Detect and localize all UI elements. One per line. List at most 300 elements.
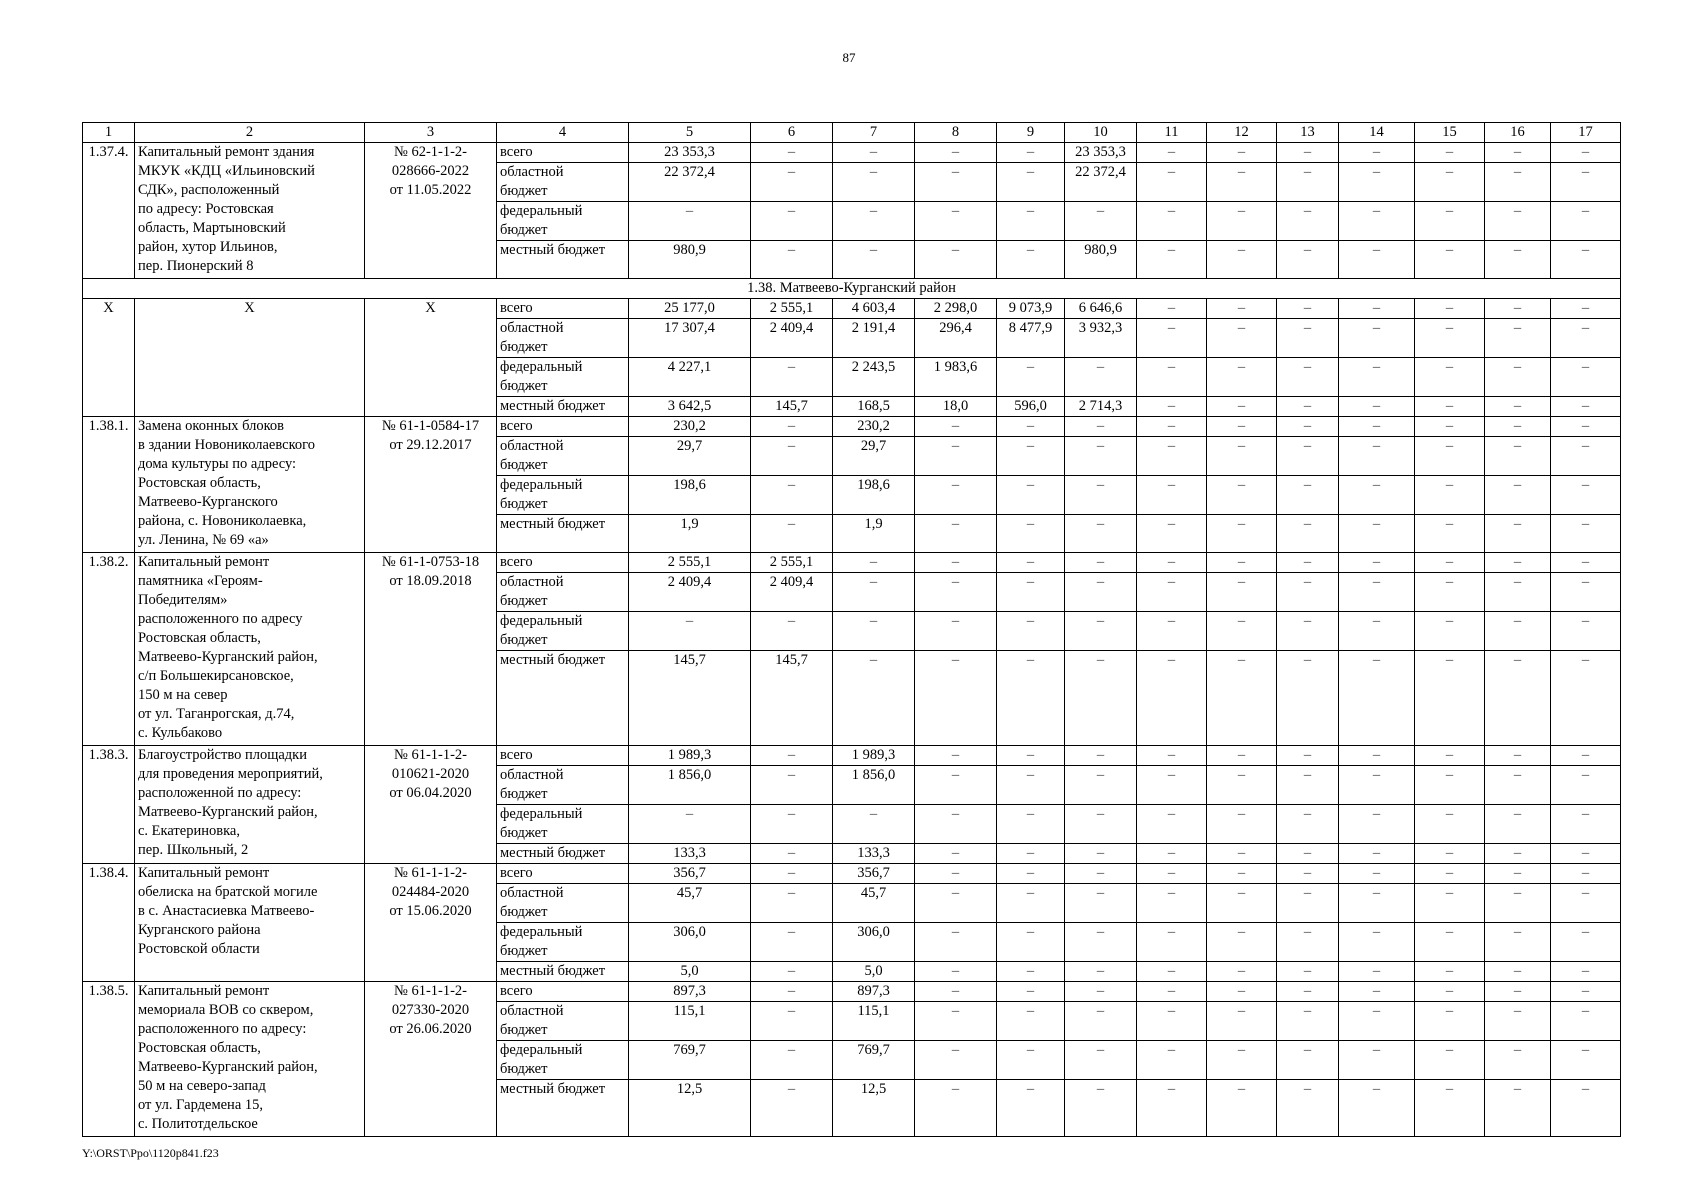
document-reference [365,143,497,279]
value-cell: – [1277,319,1339,358]
value-cell: – [1339,962,1415,982]
value-cell: – [1137,319,1207,358]
value-cell: – [751,805,833,844]
table-body [83,143,1621,1137]
value-cell: – [833,143,915,163]
funding-source-line: федеральный [500,806,583,822]
table-row [83,746,1621,766]
value-cell: 306,0 [833,923,915,962]
value-cell: 230,2 [629,417,751,437]
value-cell: – [915,746,997,766]
funding-source-line: бюджет [500,183,548,199]
value-cell: – [629,805,751,844]
value-cell: – [1485,766,1551,805]
value-cell: – [1415,319,1485,358]
item-number: 1.38.1. [83,417,135,553]
value-cell: – [1415,553,1485,573]
funding-source [497,202,629,241]
value-cell: – [997,1080,1065,1137]
column-number-15: 15 [1415,123,1485,143]
value-cell: – [1137,923,1207,962]
funding-source-line: областной [500,320,564,336]
value-cell: 3 642,5 [629,397,751,417]
value-cell: – [1485,1080,1551,1137]
value-cell: 2 243,5 [833,358,915,397]
value-cell: – [751,476,833,515]
value-cell: – [1415,651,1485,746]
value-cell: – [1065,884,1137,923]
object-name-line: с/п Большекирсановское, [138,668,294,684]
value-cell: – [1277,202,1339,241]
value-cell: 980,9 [629,241,751,279]
object-name-line: Капитальный ремонт здания [138,144,315,160]
funding-source-line: областной [500,1003,564,1019]
value-cell: – [1339,515,1415,553]
value-cell: 1 989,3 [629,746,751,766]
object-name-line: Ростовской области [138,941,260,957]
value-cell: – [833,553,915,573]
value-cell: – [1207,515,1277,553]
value-cell: – [915,766,997,805]
value-cell: – [915,202,997,241]
value-cell: – [915,1002,997,1041]
value-cell: – [1277,746,1339,766]
funding-source [497,241,629,279]
value-cell: – [997,612,1065,651]
value-cell: – [751,982,833,1002]
funding-source [497,1041,629,1080]
value-cell: – [1207,397,1277,417]
value-cell: – [997,766,1065,805]
value-cell: 2 191,4 [833,319,915,358]
table-row [83,982,1621,1002]
value-cell: 12,5 [629,1080,751,1137]
funding-source [497,417,629,437]
value-cell: – [1485,844,1551,864]
value-cell: – [1277,612,1339,651]
funding-source-line: местный бюджет [500,1081,606,1097]
value-cell: – [1207,163,1277,202]
document-reference-line: № 61-1-1-2- [393,983,468,999]
object-name-line: расположенной по адресу: [138,785,302,801]
value-cell: – [1339,476,1415,515]
value-cell: – [1485,884,1551,923]
value-cell: – [1339,319,1415,358]
object-name-line: Капитальный ремонт [138,983,270,999]
value-cell: – [1485,417,1551,437]
value-cell: – [1415,358,1485,397]
value-cell: 25 177,0 [629,299,751,319]
value-cell: – [1207,143,1277,163]
value-cell: – [751,864,833,884]
column-number-9: 9 [997,123,1065,143]
value-cell: – [915,241,997,279]
value-cell: – [1415,397,1485,417]
value-cell: – [1551,962,1621,982]
value-cell: – [915,163,997,202]
object-name-line: Победителям» [138,592,228,608]
column-number-14: 14 [1339,123,1415,143]
value-cell: – [1277,923,1339,962]
value-cell: – [1207,202,1277,241]
object-name-line: в здании Новониколаевского [138,437,315,453]
value-cell: – [1551,612,1621,651]
value-cell: – [833,612,915,651]
value-cell: – [1137,746,1207,766]
object-name [135,982,365,1137]
object-name-line: расположенного по адресу: [138,1021,307,1037]
value-cell: 18,0 [915,397,997,417]
value-cell: 897,3 [833,982,915,1002]
value-cell: 769,7 [629,1041,751,1080]
funding-source [497,982,629,1002]
value-cell: – [1137,143,1207,163]
value-cell: – [1551,982,1621,1002]
value-cell: – [1277,437,1339,476]
value-cell: – [1485,299,1551,319]
funding-source-line: областной [500,885,564,901]
value-cell: – [1339,612,1415,651]
value-cell: – [1415,962,1485,982]
value-cell: – [997,163,1065,202]
value-cell: – [915,612,997,651]
value-cell: 12,5 [833,1080,915,1137]
value-cell: – [1207,241,1277,279]
funding-source-line: местный бюджет [500,963,606,979]
value-cell: – [915,437,997,476]
funding-source-line: федеральный [500,924,583,940]
funding-source [497,143,629,163]
funding-source-line: областной [500,574,564,590]
funding-source-line: бюджет [500,632,548,648]
value-cell: – [1415,163,1485,202]
column-number-6: 6 [751,123,833,143]
object-name-line: с. Екатериновка, [138,823,240,839]
funding-source-line: бюджет [500,457,548,473]
value-cell: 5,0 [629,962,751,982]
value-cell: – [1065,553,1137,573]
value-cell: – [1137,241,1207,279]
object-name-line: Ростовская область, [138,630,261,646]
value-cell: 769,7 [833,1041,915,1080]
document-reference-line: 010621-2020 [391,766,470,782]
value-cell: – [1277,884,1339,923]
value-cell: – [1415,612,1485,651]
column-number-12: 12 [1207,123,1277,143]
object-name-line: для проведения мероприятий, [138,766,323,782]
value-cell: – [751,612,833,651]
value-cell: 596,0 [997,397,1065,417]
item-number: Х [83,299,135,417]
value-cell: 2 298,0 [915,299,997,319]
value-cell: 1,9 [629,515,751,553]
value-cell: – [1065,1002,1137,1041]
value-cell: – [997,515,1065,553]
value-cell: – [1339,397,1415,417]
value-cell: – [1277,417,1339,437]
document-reference-line: от 11.05.2022 [389,182,472,198]
funding-source [497,864,629,884]
value-cell: – [1137,437,1207,476]
value-cell: – [1415,1080,1485,1137]
value-cell: – [1065,962,1137,982]
value-cell: – [1339,1080,1415,1137]
value-cell: – [1415,241,1485,279]
value-cell: – [997,476,1065,515]
section-title: 1.38. Матвеево-Курганский район [83,279,1621,299]
funding-source [497,962,629,982]
item-number: 1.38.3. [83,746,135,864]
value-cell: 45,7 [629,884,751,923]
value-cell: – [1137,515,1207,553]
funding-source [497,1080,629,1137]
value-cell: – [1207,766,1277,805]
value-cell: – [1277,299,1339,319]
value-cell: – [1065,1080,1137,1137]
value-cell: 133,3 [629,844,751,864]
object-name-line: 150 м на север [138,687,228,703]
value-cell: – [1065,437,1137,476]
table-row [83,299,1621,319]
table-row [83,864,1621,884]
value-cell: – [1065,923,1137,962]
value-cell: – [1485,476,1551,515]
value-cell: – [997,437,1065,476]
value-cell: – [1277,241,1339,279]
funding-source-line: бюджет [500,825,548,841]
item-number: 1.38.2. [83,553,135,746]
value-cell: 3 932,3 [1065,319,1137,358]
value-cell: – [1551,1080,1621,1137]
value-cell: – [1339,163,1415,202]
value-cell: – [1551,163,1621,202]
value-cell: – [751,746,833,766]
value-cell: – [1065,982,1137,1002]
value-cell: – [1551,553,1621,573]
funding-source [497,1002,629,1041]
value-cell: 1 989,3 [833,746,915,766]
value-cell: 897,3 [629,982,751,1002]
value-cell: – [1207,1002,1277,1041]
column-number-2: 2 [135,123,365,143]
value-cell: – [1137,1041,1207,1080]
value-cell: – [833,805,915,844]
funding-source [497,437,629,476]
value-cell: – [1485,651,1551,746]
value-cell: – [1065,573,1137,612]
value-cell: – [751,766,833,805]
value-cell: – [1339,884,1415,923]
value-cell: – [1277,573,1339,612]
value-cell: – [1415,746,1485,766]
value-cell: – [915,1041,997,1080]
object-name [135,746,365,864]
page-number: 87 [842,50,856,65]
object-name-line: пер. Школьный, 2 [138,842,249,858]
value-cell: – [1485,163,1551,202]
value-cell: – [1207,437,1277,476]
value-cell: – [1485,923,1551,962]
value-cell: – [1485,319,1551,358]
value-cell: 230,2 [833,417,915,437]
value-cell: – [1415,515,1485,553]
value-cell: – [1415,844,1485,864]
value-cell: – [1207,476,1277,515]
object-name-line: Матвеево-Курганский район, [138,804,318,820]
value-cell: 168,5 [833,397,915,417]
value-cell: 145,7 [629,651,751,746]
value-cell: – [1415,202,1485,241]
value-cell: – [1137,476,1207,515]
value-cell: 29,7 [629,437,751,476]
value-cell: – [1551,923,1621,962]
value-cell: – [833,573,915,612]
value-cell: 5,0 [833,962,915,982]
value-cell: – [1339,299,1415,319]
value-cell: – [1415,1041,1485,1080]
value-cell: – [1339,553,1415,573]
value-cell: 2 555,1 [751,299,833,319]
document-reference-line: от 26.06.2020 [389,1021,472,1037]
value-cell: – [1551,1041,1621,1080]
value-cell: – [1551,202,1621,241]
value-cell: – [1207,746,1277,766]
value-cell: – [1415,805,1485,844]
object-name-line: область, Мартыновский [138,220,286,236]
funding-source [497,805,629,844]
funding-source [497,884,629,923]
funding-source-line: местный бюджет [500,398,606,414]
value-cell: – [915,1080,997,1137]
funding-source [497,844,629,864]
column-number-3: 3 [365,123,497,143]
funding-source-line: федеральный [500,359,583,375]
object-name-line: Ростовская область, [138,475,261,491]
funding-source [497,476,629,515]
funding-source-line: бюджет [500,593,548,609]
value-cell: – [997,844,1065,864]
value-cell: – [1551,573,1621,612]
funding-source-line: федеральный [500,477,583,493]
table-row [83,143,1621,163]
value-cell: – [1485,515,1551,553]
value-cell: – [1485,397,1551,417]
value-cell: – [915,864,997,884]
value-cell: – [1065,651,1137,746]
value-cell: – [1485,746,1551,766]
value-cell: – [1065,766,1137,805]
value-cell: – [1415,884,1485,923]
value-cell: – [751,202,833,241]
value-cell: – [751,417,833,437]
value-cell: – [1485,143,1551,163]
document-reference-line: № 62-1-1-2- [393,144,468,160]
value-cell: – [751,515,833,553]
object-name-line: Благоустройство площадки [138,747,307,763]
value-cell: – [1551,476,1621,515]
value-cell: – [997,358,1065,397]
value-cell: – [1339,143,1415,163]
value-cell: 1 983,6 [915,358,997,397]
funding-source-line: всего [500,554,533,570]
object-name-line: от ул. Гардемена 15, [138,1097,264,1113]
object-name-line: с. Политотдельское [138,1116,258,1132]
funding-source-line: всего [500,747,533,763]
value-cell: – [997,884,1065,923]
funding-source [497,923,629,962]
value-cell: – [833,202,915,241]
file-path-footer: Y:\ORST\Ppo\1120p841.f23 [82,1146,219,1160]
funding-source-line: местный бюджет [500,845,606,861]
value-cell: – [1551,1002,1621,1041]
value-cell: – [751,844,833,864]
value-cell: – [1339,766,1415,805]
funding-source-line: бюджет [500,904,548,920]
object-name-line: МКУК «КДЦ «Ильиновский [138,163,315,179]
value-cell: 17 307,4 [629,319,751,358]
value-cell: – [1277,864,1339,884]
document-reference-line: от 29.12.2017 [389,437,472,453]
value-cell: – [1207,962,1277,982]
value-cell: – [915,143,997,163]
value-cell: 22 372,4 [629,163,751,202]
value-cell: – [751,923,833,962]
value-cell: 45,7 [833,884,915,923]
funding-source-line: бюджет [500,943,548,959]
value-cell: – [1415,864,1485,884]
funding-source-line: всего [500,865,533,881]
value-cell: – [997,805,1065,844]
object-name [135,143,365,279]
value-cell: – [997,553,1065,573]
funding-source-line: бюджет [500,1022,548,1038]
value-cell: – [1339,241,1415,279]
value-cell: – [1485,982,1551,1002]
value-cell: 22 372,4 [1065,163,1137,202]
value-cell: – [751,437,833,476]
value-cell: – [1415,437,1485,476]
value-cell: – [915,476,997,515]
value-cell: – [1339,805,1415,844]
object-name-line: Матвеево-Курганский район, [138,1059,318,1075]
object-name-line: Капитальный ремонт [138,865,270,881]
value-cell: – [1415,982,1485,1002]
value-cell: – [751,884,833,923]
value-cell: – [1065,864,1137,884]
value-cell: – [1137,358,1207,397]
funding-source-line: областной [500,164,564,180]
document-reference-line: 027330-2020 [391,1002,470,1018]
item-number: 1.38.4. [83,864,135,982]
column-number-1: 1 [83,123,135,143]
value-cell: 2 409,4 [751,573,833,612]
value-cell: – [1277,515,1339,553]
value-cell: 145,7 [751,651,833,746]
value-cell: – [1277,1080,1339,1137]
value-cell: – [1137,1002,1207,1041]
value-cell: – [1485,1002,1551,1041]
funding-source-line: бюджет [500,378,548,394]
value-cell: – [1339,923,1415,962]
value-cell: – [1485,553,1551,573]
value-cell: – [1277,844,1339,864]
value-cell: – [1207,319,1277,358]
value-cell: – [1339,437,1415,476]
value-cell: 356,7 [833,864,915,884]
value-cell: – [1137,417,1207,437]
document-reference-line: от 18.09.2018 [389,573,472,589]
value-cell: – [1207,864,1277,884]
